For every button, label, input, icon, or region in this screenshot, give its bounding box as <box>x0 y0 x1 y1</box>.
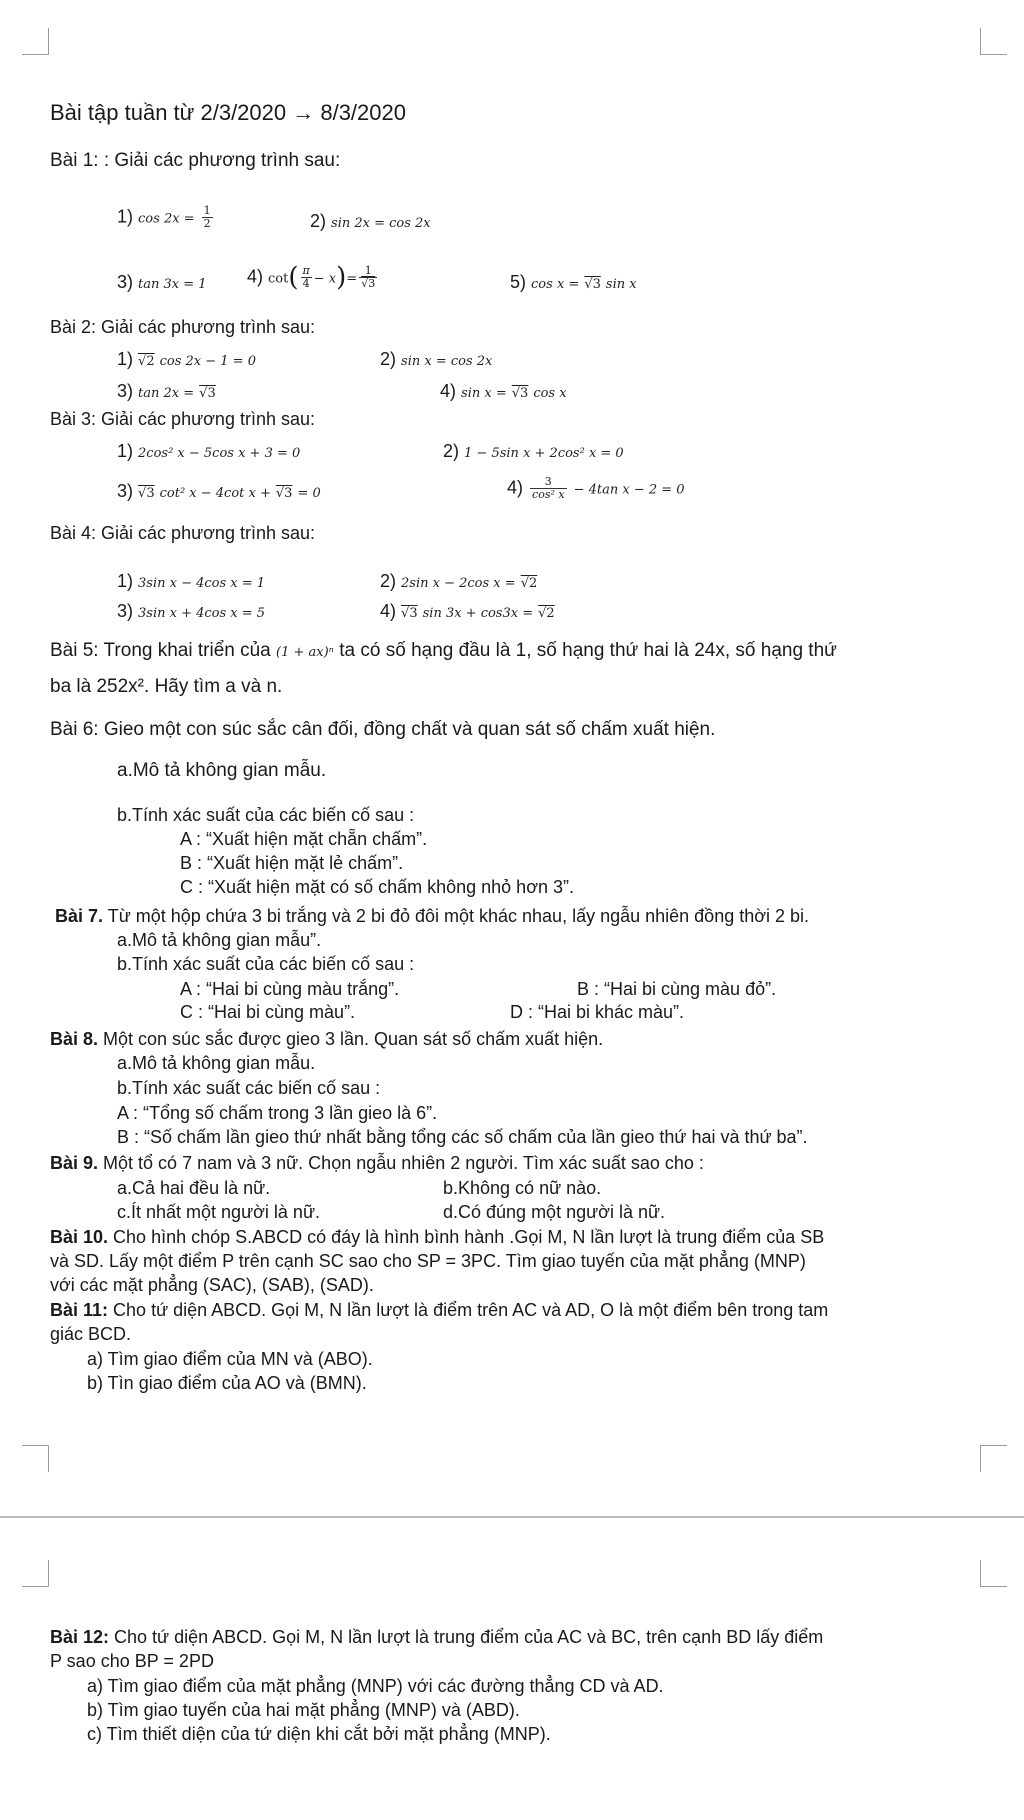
eq-number: 1) <box>117 349 134 369</box>
page-title: Bài tập tuần từ 2/3/2020 → 8/3/2020 <box>50 100 406 125</box>
bai6-event-b: B : “Xuất hiện mặt lẻ chấm”. <box>180 853 404 873</box>
bai6-event-a: A : “Xuất hiện mặt chẵn chấm”. <box>180 829 428 849</box>
bai10-line3: với các mặt phẳng (SAC), (SAB), (SAD). <box>50 1275 374 1295</box>
eq-number: 3) <box>117 481 134 501</box>
sqrt-term: √3 <box>511 386 529 401</box>
equation: sin 2x = cos 2x <box>331 216 431 231</box>
equation: 1 − 5sin x + 2cos² x = 0 <box>464 446 624 461</box>
eq-number: 4) <box>440 381 457 401</box>
equation: tan 3x = 1 <box>138 277 207 292</box>
eq-number: 1) <box>117 441 134 461</box>
bai7-event-c: C : “Hai bi cùng màu”. <box>180 1002 356 1022</box>
eq-number: 3) <box>117 272 134 292</box>
equals-sign: = <box>346 271 358 287</box>
equation: cot <box>268 271 289 287</box>
bai1-heading: Bài 1: : Giải các phương trình sau: <box>50 150 341 171</box>
crop-mark-bottom-left <box>22 1445 49 1472</box>
bai12-line1 <box>50 1626 823 1648</box>
sqrt-term: √3 <box>584 277 601 292</box>
crop-mark-top-left <box>22 28 49 55</box>
bai4-eq4 <box>380 600 555 625</box>
numerator: π <box>302 264 310 277</box>
equation: = 0 <box>297 486 321 501</box>
bai3-eq1 <box>117 440 300 465</box>
bai2-eq4 <box>440 380 567 405</box>
eq-number: 1) <box>117 571 134 591</box>
bai7-b: b.Tính xác suất của các biến cố sau : <box>117 954 415 974</box>
bai4-heading: Bài 4: Giải các phương trình sau: <box>50 523 315 543</box>
equation: tan 2x = <box>138 386 195 401</box>
bai12-c: c) Tìm thiết diện của tứ diện khi cắt bởi mặt phẳng (MNP). <box>87 1724 551 1744</box>
sqrt-term: √3 <box>401 606 418 621</box>
bai10-line1 <box>50 1226 824 1248</box>
bai9-line1 <box>50 1152 704 1174</box>
text-segment: Cho tứ diện ABCD. Gọi M, N lần lượt là điểm trên AC và AD, O là một điểm bên trong tam <box>108 1300 829 1320</box>
bai9-d: d.Có đúng một người là nữ. <box>443 1202 666 1222</box>
bai6-heading: Bài 6: Gieo một con súc sắc cân đối, đồng chất và quan sát số chấm xuất hiện. <box>50 719 716 740</box>
equation: sin x = <box>461 386 507 401</box>
eq-number: 5) <box>510 272 527 292</box>
bai9-a: a.Cả hai đều là nữ. <box>117 1178 271 1198</box>
bai7-a: a.Mô tả không gian mẫu”. <box>117 930 322 950</box>
eq-number: 2) <box>380 571 397 591</box>
equation: 3sin x + 4cos x = 5 <box>138 606 266 621</box>
sqrt-term: √2 <box>138 354 155 369</box>
equation: cos x = <box>531 277 580 292</box>
bai8-a: a.Mô tả không gian mẫu. <box>117 1053 316 1073</box>
page-separator <box>0 1516 1024 1518</box>
bai7-event-d: D : “Hai bi khác màu”. <box>510 1002 685 1022</box>
equation: cos 2x = <box>138 211 195 227</box>
crop-mark-top-right <box>980 28 1007 55</box>
bai4-eq1 <box>117 570 265 595</box>
numerator: 3 <box>530 476 567 489</box>
equation: cos x <box>533 386 567 401</box>
bai11-a: a) Tìm giao điểm của MN và (ABO). <box>87 1349 373 1369</box>
bai11-line2: giác BCD. <box>50 1324 132 1344</box>
bai9-b: b.Không có nữ nào. <box>443 1178 602 1198</box>
sqrt-term: √3 <box>199 386 216 401</box>
exercise-label: Bài 9. <box>50 1153 99 1173</box>
numerator: 1 <box>203 204 211 217</box>
crop-mark-top-right <box>980 1560 1007 1587</box>
denominator: 2 <box>203 217 211 230</box>
sqrt-term: √2 <box>538 606 555 621</box>
bai8-line1 <box>50 1028 603 1050</box>
exercise-label: Bài 12: <box>50 1627 110 1647</box>
bai4-eq3 <box>117 600 265 625</box>
text-segment: Một con súc sắc được gieo 3 lần. Quan sát số chấm xuất hiện. <box>98 1029 604 1049</box>
fraction <box>202 205 213 230</box>
fraction <box>359 265 377 290</box>
exercise-label: Bài 8. <box>50 1029 99 1049</box>
bai1-eq2 <box>310 210 431 235</box>
bai11-line1 <box>50 1299 828 1321</box>
paren-open: ( <box>288 262 299 293</box>
bai1-eq5 <box>510 271 637 296</box>
denominator: cos² x <box>532 488 565 501</box>
bai2-eq1 <box>117 348 256 373</box>
bai5-line2: ba là 252x². Hãy tìm a và n. <box>50 676 283 697</box>
eq-number: 2) <box>380 349 397 369</box>
eq-number: 3) <box>117 601 134 621</box>
fraction <box>530 476 567 501</box>
bai8-b: b.Tính xác suất các biến cố sau : <box>117 1078 381 1098</box>
bai6-event-c: C : “Xuất hiện mặt có số chấm không nhỏ hơn 3”. <box>180 877 575 897</box>
fraction <box>301 265 312 290</box>
equation: 2cos² x − 5cos x + 3 = 0 <box>138 446 301 461</box>
paren-close: ) <box>336 262 347 293</box>
bai5-line1 <box>50 640 837 664</box>
equation: − x <box>313 271 337 287</box>
eq-number: 2) <box>443 441 460 461</box>
bai3-eq2 <box>443 440 624 465</box>
equation: 3sin x − 4cos x = 1 <box>138 576 266 591</box>
bai12-a: a) Tìm giao điểm của mặt phẳng (MNP) với các đường thẳng CD và AD. <box>87 1676 664 1696</box>
sqrt-term: √3 <box>138 486 155 501</box>
bai11-b: b) Tìn giao điểm của AO và (BMN). <box>87 1373 367 1393</box>
bai9-c: c.Ít nhất một người là nữ. <box>117 1202 320 1222</box>
bai1-eq3 <box>117 271 207 296</box>
bai2-eq3 <box>117 380 216 405</box>
eq-number: 1) <box>117 206 134 227</box>
text-segment: Bài 5: Trong khai triển của <box>50 640 271 661</box>
eq-number: 4) <box>247 266 264 287</box>
bai1-eq1 <box>117 205 215 230</box>
eq-number: 4) <box>507 477 524 498</box>
equation: cot² x − 4cot x + <box>159 486 271 501</box>
bai8-event-b: B : “Số chấm lần gieo thứ nhất bằng tổng các số chấm của lần gieo thứ hai và thứ ba”. <box>117 1127 808 1147</box>
bai2-eq2 <box>380 348 492 373</box>
bai7-line1 <box>55 905 809 927</box>
document-page-2 <box>0 1520 1024 1820</box>
equation: − 4tan x − 2 = 0 <box>573 482 685 498</box>
bai6-b: b.Tính xác suất của các biến cố sau : <box>117 805 415 825</box>
sqrt-term: √3 <box>275 486 293 501</box>
bai12-b: b) Tìm giao tuyến của hai mặt phẳng (MNP) và (ABD). <box>87 1700 520 1720</box>
text-segment: Cho hình chóp S.ABCD có đáy là hình bình hành .Gọi M, N lần lượt là trung điểm của SB <box>108 1227 825 1247</box>
text-segment: ta có số hạng đầu là 1, số hạng thứ hai là 24x, số hạng thứ <box>339 640 837 661</box>
equation: sin x = cos 2x <box>401 354 493 369</box>
text-segment: Một tổ có 7 nam và 3 nữ. Chọn ngẫu nhiên 2 người. Tìm xác suất sao cho : <box>98 1153 704 1173</box>
equation: sin x <box>605 277 637 292</box>
bai12-line2: P sao cho BP = 2PD <box>50 1651 214 1671</box>
sqrt-term: √2 <box>520 576 538 591</box>
equation: sin 3x + cos3x = <box>422 606 534 621</box>
bai4-eq2 <box>380 570 537 595</box>
bai7-event-a: A : “Hai bi cùng màu trắng”. <box>180 979 400 999</box>
numerator: 1 <box>359 265 377 278</box>
exercise-label: Bài 11: <box>50 1300 109 1320</box>
denominator: √3 <box>361 277 376 290</box>
bai8-event-a: A : “Tổng số chấm trong 3 lần gieo là 6”. <box>117 1103 438 1123</box>
bai3-eq4 <box>507 476 685 501</box>
bai3-eq3 <box>117 480 321 505</box>
text-segment: Từ một hộp chứa 3 bi trắng và 2 bi đỏ đôi một khác nhau, lấy ngẫu nhiên đồng thời 2 bi. <box>103 906 810 926</box>
eq-number: 4) <box>380 601 397 621</box>
denominator: 4 <box>302 277 310 290</box>
equation: cos 2x − 1 = 0 <box>159 354 256 369</box>
bai1-eq4 <box>247 262 379 293</box>
bai10-line2: và SD. Lấy một điểm P trên cạnh SC sao cho SP = 3PC. Tìm giao tuyến của mặt phẳng (MNP) <box>50 1251 806 1271</box>
crop-mark-bottom-right <box>980 1445 1007 1472</box>
eq-number: 3) <box>117 381 134 401</box>
crop-mark-top-left <box>22 1560 49 1587</box>
bai2-heading: Bài 2: Giải các phương trình sau: <box>50 317 315 337</box>
bai6-a: a.Mô tả không gian mẫu. <box>117 760 327 781</box>
exercise-label: Bài 10. <box>50 1227 109 1247</box>
eq-number: 2) <box>310 211 327 231</box>
expression: (1 + ax)ⁿ <box>276 645 334 660</box>
bai3-heading: Bài 3: Giải các phương trình sau: <box>50 409 315 429</box>
text-segment: Cho tứ diện ABCD. Gọi M, N lần lượt là trung điểm của AC và BC, trên cạnh BD lấy điểm <box>109 1627 824 1647</box>
exercise-label: Bài 7. <box>55 906 104 926</box>
bai7-event-b: B : “Hai bi cùng màu đỏ”. <box>577 979 777 999</box>
equation: 2sin x − 2cos x = <box>401 576 516 591</box>
